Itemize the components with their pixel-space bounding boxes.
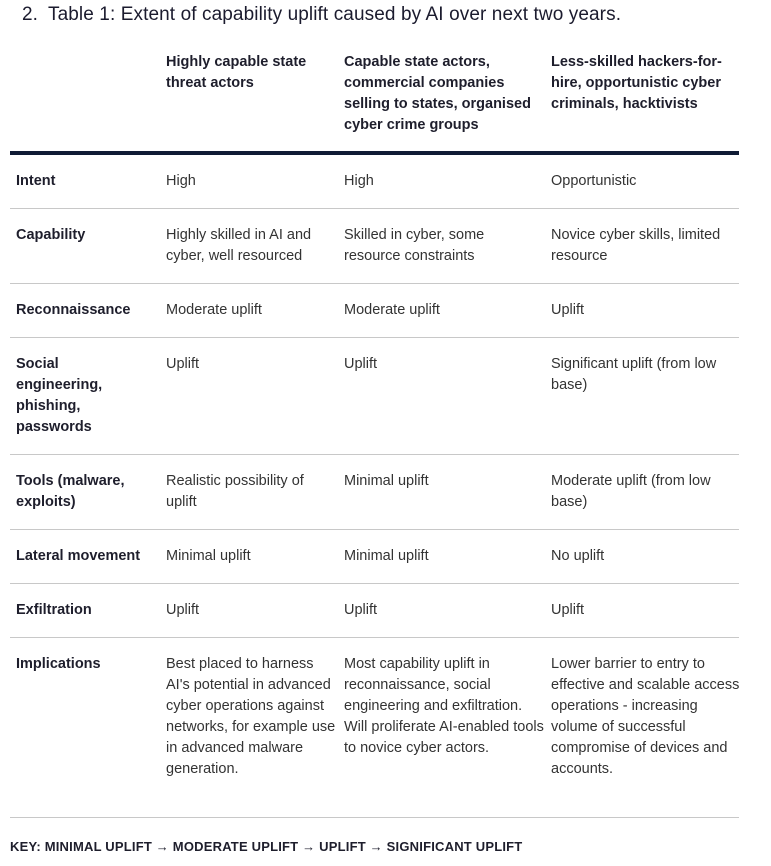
row-label: Intent	[16, 173, 56, 189]
table-cell: Best placed to harness AI's potential in advanced cyber operations against networks, for example use in advanced malware generation.	[166, 656, 336, 777]
uplift-key: KEY: MINIMAL UPLIFT → MODERATE UPLIFT → UPLIFT → SIGNIFICANT UPLIFT	[10, 839, 523, 854]
column-header-capable-state: Capable state actors, commercial companies selling to states, organised cyber crime groups	[344, 54, 531, 133]
table-cell: No uplift	[551, 548, 605, 564]
row-divider	[10, 637, 739, 638]
table-cell: Moderate uplift (from low base)	[551, 473, 711, 510]
table-title	[22, 4, 621, 26]
table-cell: Novice cyber skills, limited resource	[551, 227, 721, 264]
table-cell: Minimal uplift	[344, 473, 429, 489]
row-label: Exfiltration	[16, 602, 92, 618]
row-divider	[10, 583, 739, 584]
row-divider	[10, 817, 739, 818]
table-cell: Highly skilled in AI and cyber, well resourced	[166, 227, 312, 264]
row-divider	[10, 208, 739, 209]
table-cell: Uplift	[166, 356, 200, 372]
table-cell: High	[344, 173, 374, 189]
column-header-less-skilled: Less-skilled hackers-for-hire, opportunistic cyber criminals, hacktivists	[551, 54, 722, 112]
row-label: Capability	[16, 227, 86, 243]
row-label: Lateral movement	[16, 548, 141, 564]
table-cell: Opportunistic	[551, 173, 637, 189]
table-cell: Uplift	[551, 602, 585, 618]
row-label: Implications	[16, 656, 101, 672]
table-cell: Realistic possibility of uplift	[166, 473, 304, 510]
table-cell: Lower barrier to entry to effective and scalable access operations - increasing volume of successful compromise of devices and accounts.	[551, 656, 740, 777]
table-cell: Uplift	[551, 302, 585, 318]
row-divider	[10, 337, 739, 338]
table-cell: Skilled in cyber, some resource constraints	[344, 227, 485, 264]
table-cell: Significant uplift (from low base)	[551, 356, 717, 393]
row-label: Reconnaissance	[16, 302, 131, 318]
column-header-highly-capable: Highly capable state threat actors	[166, 54, 307, 91]
table-cell: Uplift	[344, 602, 378, 618]
table-caption: Table 1: Extent of capability uplift caused by AI over next two years.	[48, 4, 622, 25]
row-label: Social engineering, phishing, passwords	[16, 356, 103, 435]
row-divider	[10, 283, 739, 284]
row-divider	[10, 454, 739, 455]
table-cell: Moderate uplift	[166, 302, 262, 318]
row-divider	[10, 529, 739, 530]
table-cell: Moderate uplift	[344, 302, 440, 318]
header-rule	[10, 151, 739, 155]
row-label: Tools (malware, exploits)	[16, 473, 125, 510]
table-number: 2.	[22, 4, 39, 25]
table-cell: Minimal uplift	[344, 548, 429, 564]
table-cell: High	[166, 173, 196, 189]
table-cell: Most capability uplift in reconnaissance, social engineering and exfiltration. Will proliferate AI-enabled tools to novice cyber actors.	[344, 656, 544, 756]
table-cell: Uplift	[166, 602, 200, 618]
table-cell: Uplift	[344, 356, 378, 372]
table-cell: Minimal uplift	[166, 548, 251, 564]
